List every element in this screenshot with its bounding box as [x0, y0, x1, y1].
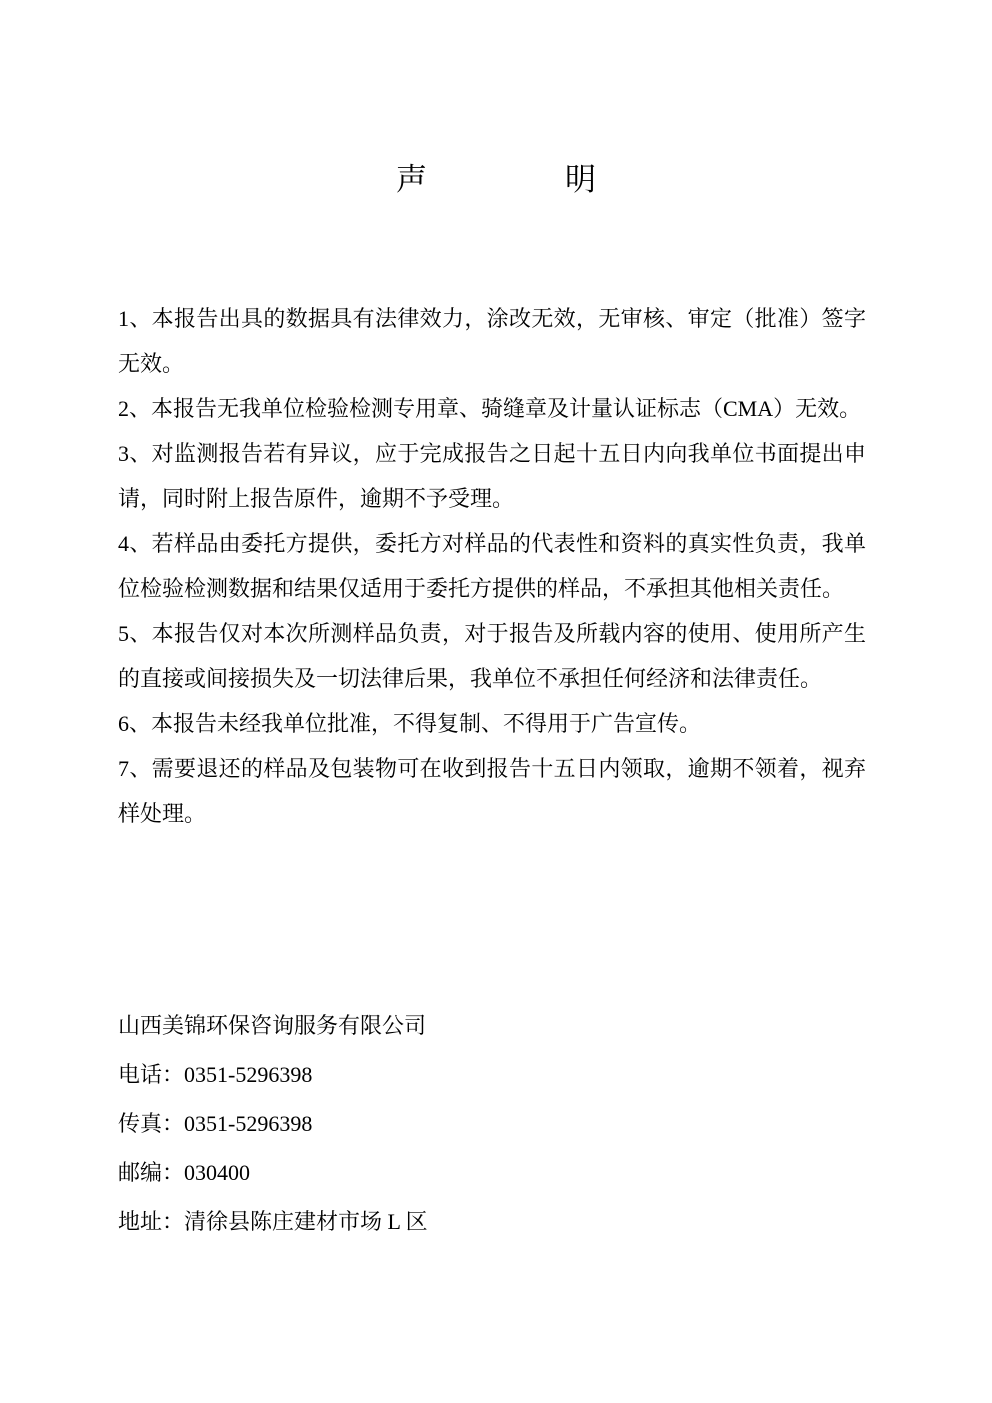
statement-item-1: 1、本报告出具的数据具有法律效力，涂改无效，无审核、审定（批准）签字无效。	[118, 306, 866, 376]
contact-address: 地址：清徐县陈庄建材市场 L 区	[118, 1209, 428, 1234]
contact-fax: 传真：0351-5296398	[118, 1111, 313, 1136]
title-char-first: 声	[396, 162, 427, 197]
statement-item-3: 3、对监测报告若有异议，应于完成报告之日起十五日内向我单位书面提出申请，同时附上报告原件，逾期不予受理。	[118, 441, 866, 511]
company-name: 山西美锦环保咨询服务有限公司	[118, 1013, 427, 1038]
contact-postal-code: 邮编：030400	[118, 1160, 251, 1185]
contact-phone: 电话：0351-5296398	[118, 1062, 313, 1087]
statement-item-2: 2、本报告无我单位检验检测专用章、骑缝章及计量认证标志（CMA）无效。	[118, 396, 862, 421]
contact-section	[118, 1001, 866, 1246]
statement-item-7: 7、需要退还的样品及包装物可在收到报告十五日内领取，逾期不领着，视弃样处理。	[118, 756, 866, 826]
statement-item-4: 4、若样品由委托方提供，委托方对样品的代表性和资料的真实性负责，我单位检验检测数据和结果仅适用于委托方提供的样品，不承担其他相关责任。	[118, 531, 866, 601]
title-char-second: 明	[565, 162, 596, 197]
statement-item-5: 5、本报告仅对本次所测样品负责，对于报告及所载内容的使用、使用所产生的直接或间接损失及一切法律后果，我单位不承担任何经济和法律责任。	[118, 621, 866, 691]
statements-section	[118, 296, 866, 836]
statement-item-6: 6、本报告未经我单位批准，不得复制、不得用于广告宣传。	[118, 711, 702, 736]
page-title	[0, 160, 992, 200]
